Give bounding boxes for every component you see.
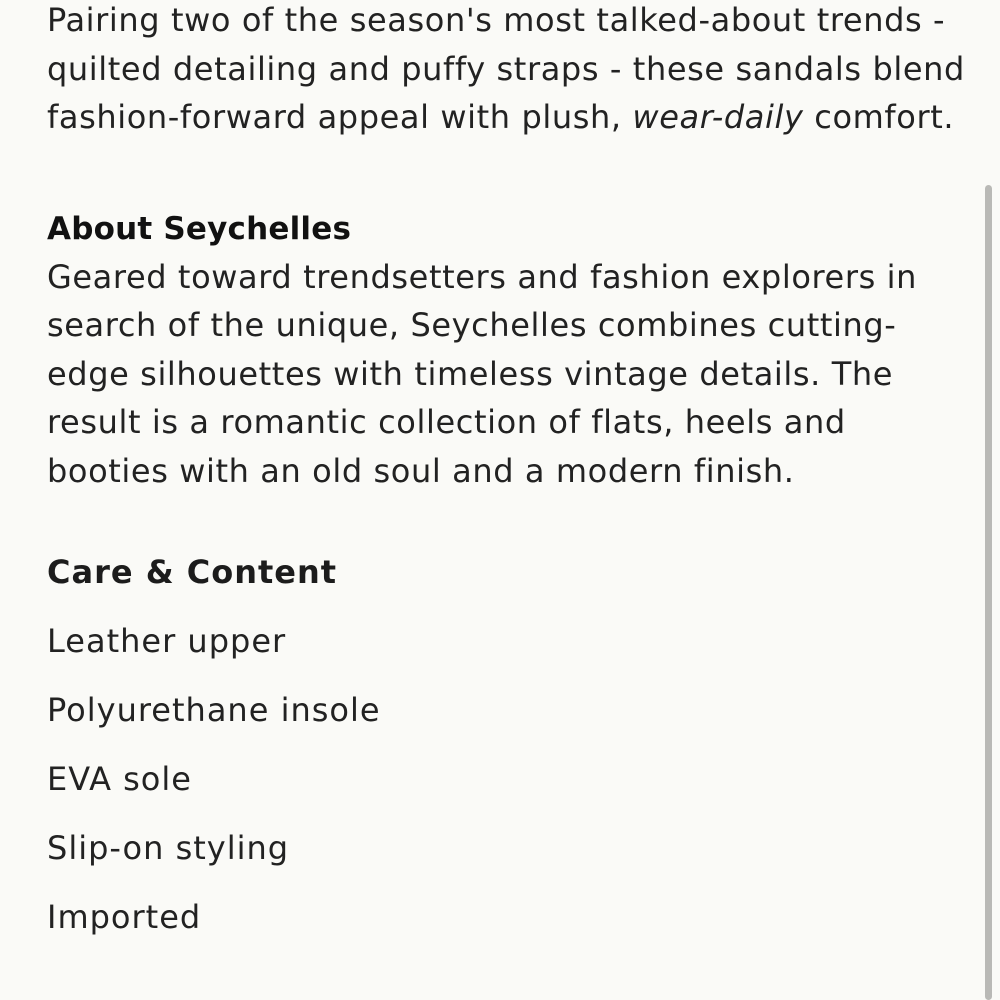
care-item-origin: Imported [47,898,202,936]
care-item-upper: Leather upper [47,622,287,660]
product-description [47,0,972,142]
description-text-1: Pairing two of the season's most talked-about trends - quilted detailing and puffy straps - these sandals blend fashion-forward appeal with plush, [47,1,965,136]
care-content-heading: Care & Content [47,553,338,591]
care-content-list [47,617,972,941]
care-item-styling: Slip-on styling [47,829,290,867]
description-text-2: comfort. [803,98,955,136]
care-item-sole: EVA sole [47,760,192,798]
product-details [47,0,972,962]
description-emphasis: wear-daily [632,98,804,136]
about-brand-heading: About Seychelles [47,210,352,247]
about-brand-text: Geared toward trendsetters and fashion explorers in search of the unique, Seychelles combines cutting-edge silhouettes with timeless vintage details. The result is a romantic collection of flats, heels and booties with an old soul and a modern finish. [47,257,918,490]
vertical-scrollbar[interactable] [985,185,992,1000]
care-item-insole: Polyurethane insole [47,691,381,729]
